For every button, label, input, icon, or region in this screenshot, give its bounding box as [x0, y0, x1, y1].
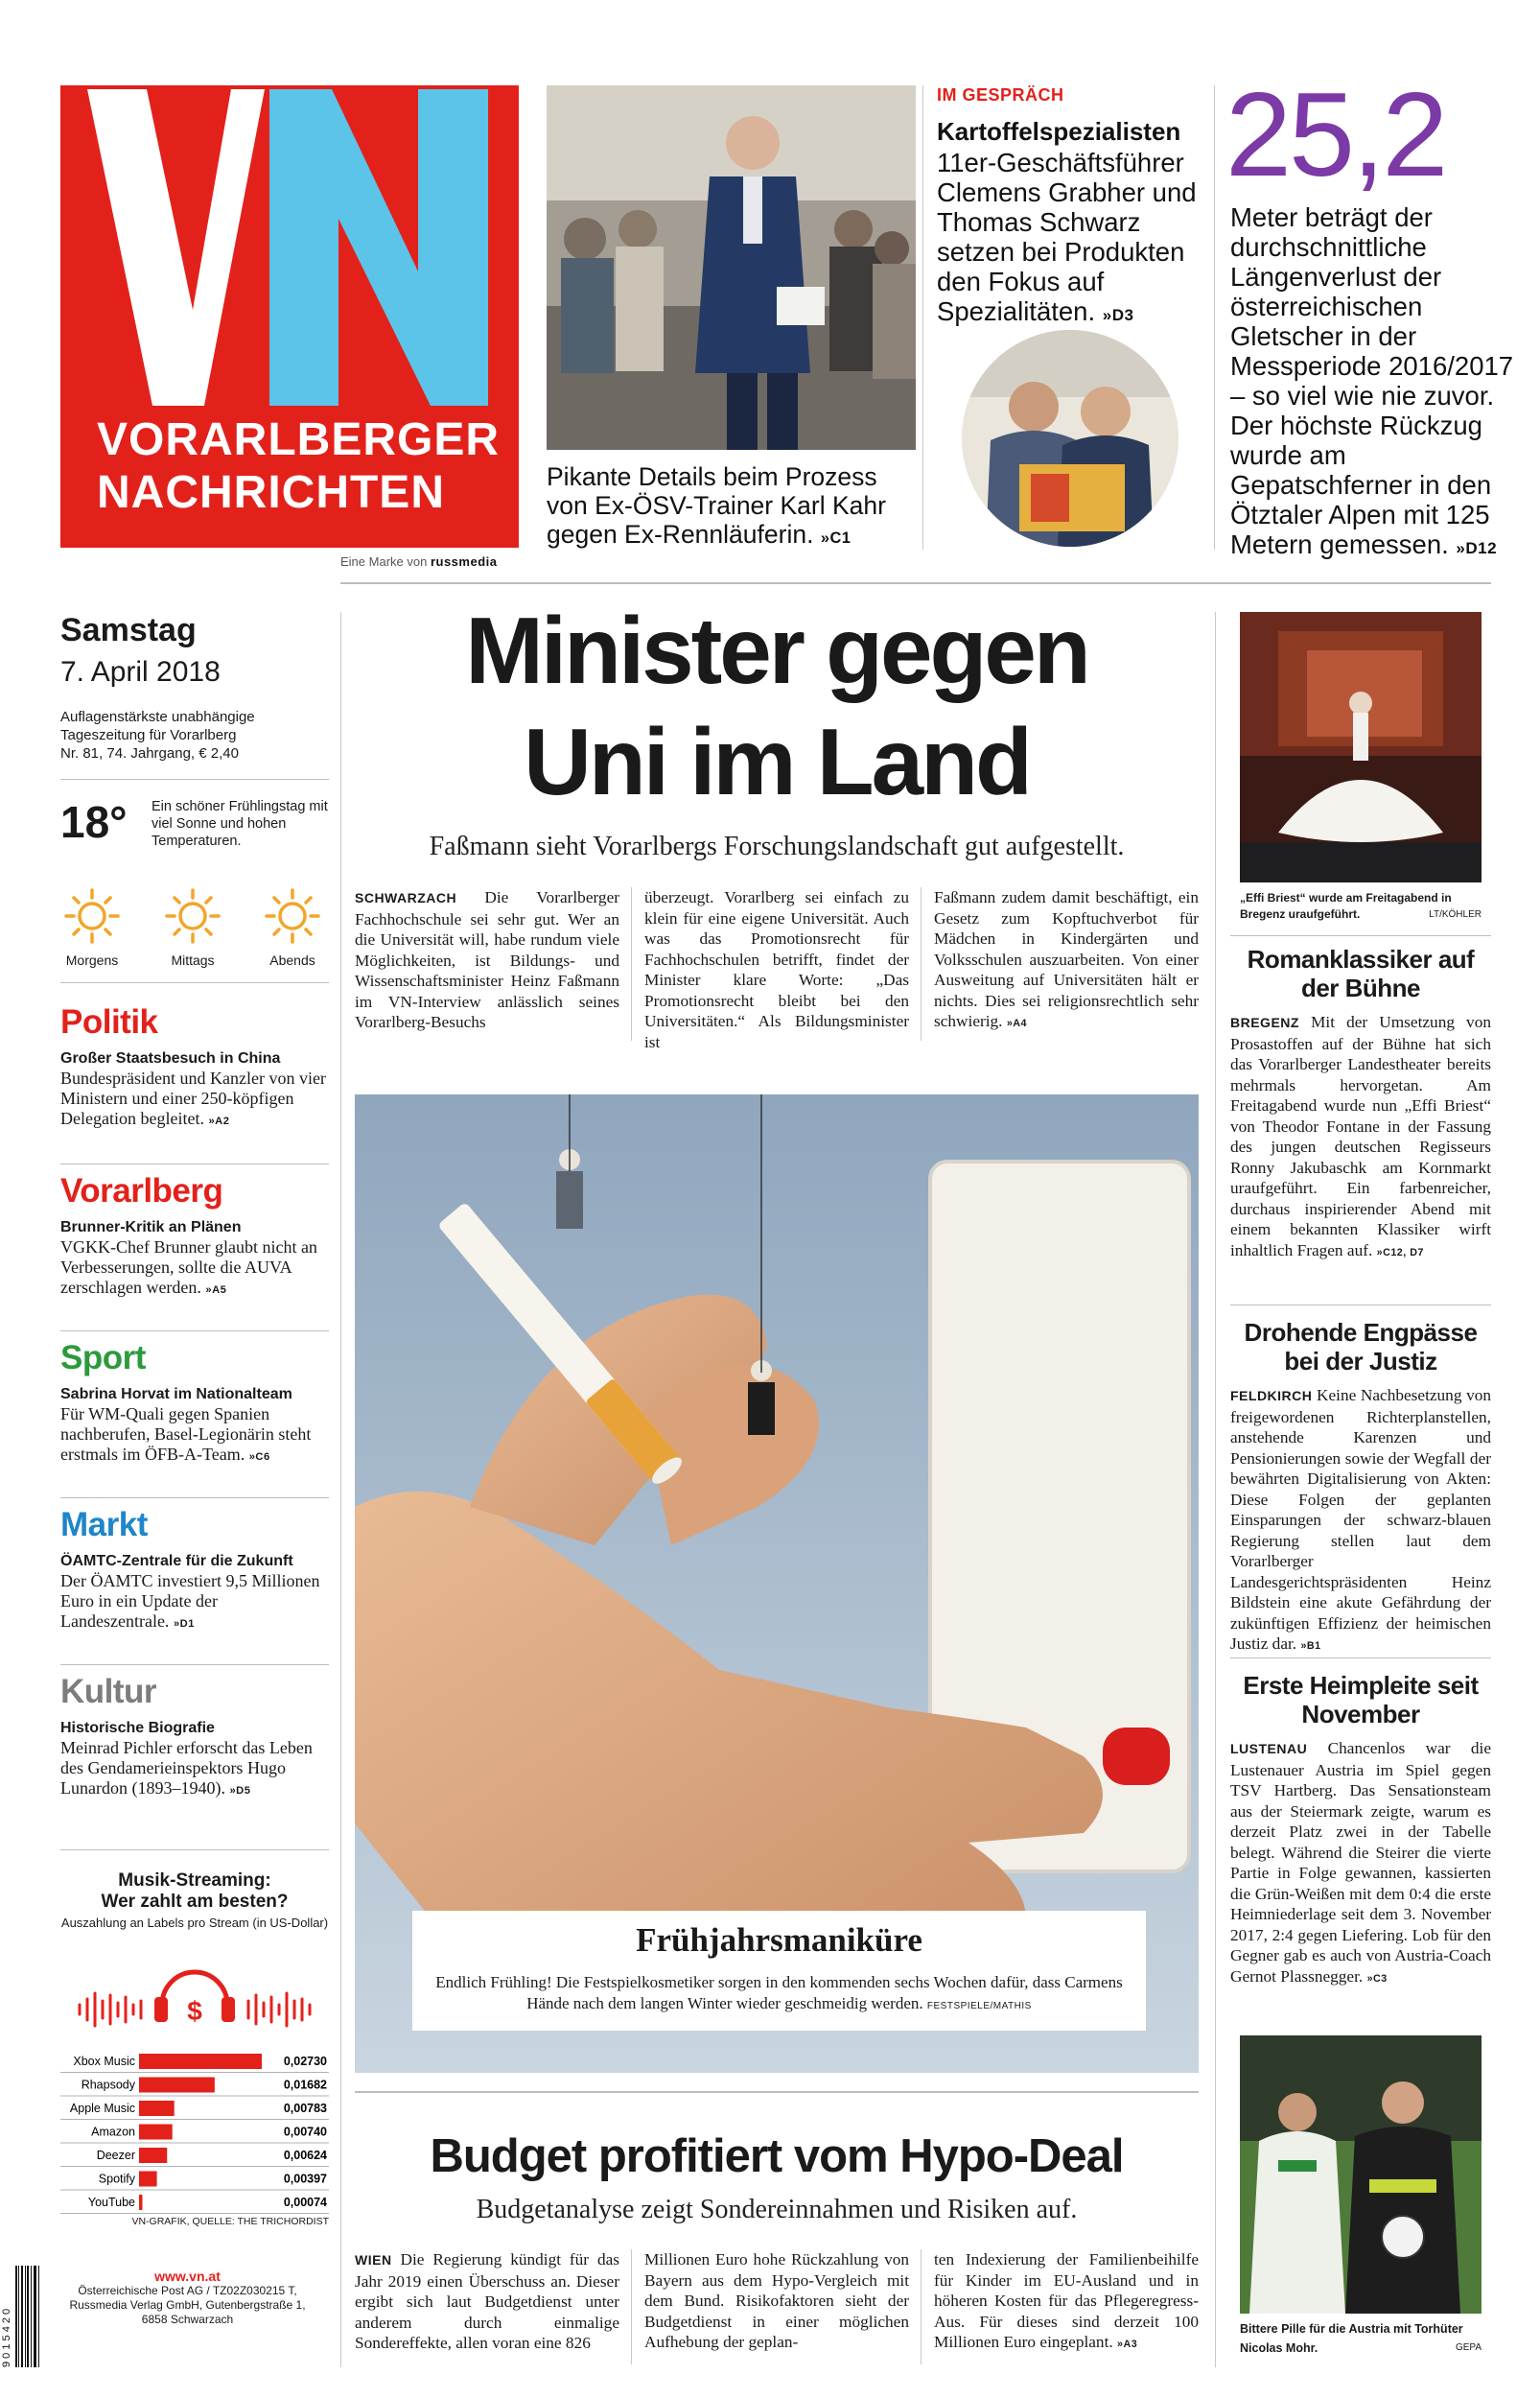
sun-icon [164, 887, 222, 945]
divider [340, 612, 341, 2367]
chart-bar [139, 2125, 173, 2140]
budget-column-3: ten Indexierung der Familienbeihilfe für Kinder im EU-Ausland und in höheren Kosten für das Pflegeregress-Aus. Für dieses sind derzeit 100 Millionen Euro eingeplant. »A3 [934, 2250, 1199, 2351]
section-kultur[interactable]: Kultur Historische Biografie Meinrad Pichler erforscht das Leben des Gendamerieinspektors Hugo Lunardon (1893–1940). »D5 [60, 1673, 313, 1798]
chart-value-label: 0,01682 [283, 2078, 327, 2092]
divider [1214, 85, 1215, 550]
edition-info: Auflagenstärkste unabhängige Tageszeitung für Vorarlberg Nr. 81, 74. Jahrgang, € 2,40 [60, 709, 255, 762]
sun-icon [63, 887, 121, 945]
barcode-icon [0, 2264, 42, 2369]
chart-bar [139, 2148, 167, 2163]
lead-column-2: überzeugt. Vorarlberg sei einfach zu klein für eine eigene Universität. Auch was das Promotionsrecht für Fachhochschulen betrifft, findet der Minister klare Worte: „Das Promotionsrecht bleibt bei den Universitäten.“ Als Bildungsminister ist [644, 888, 909, 1051]
budget-headline[interactable]: Budget profitiert vom Hypo-Deal [430, 2130, 1124, 2182]
chart-category-label: Xbox Music [73, 2055, 135, 2068]
issue-date: 7. April 2018 [60, 656, 221, 688]
story-romanklassiker[interactable]: Romanklassiker auf der Bühne BREGENZ Mit der Umsetzung von Prosastoffen auf der Bühne hat sich das Vorarlberger Landestheater bereits mehrmals hervorgetan. Am Freitagabend wurde nun „Effi Briest“ von Theodor Fontane in der Fassung des jungen deutschen Regisseurs Ronny Jakubaschk am Kornmarkt uraufgeführt. Ein farbenreicher, durchaus inspirierender Abend mit einem bekannten Klassiker wirft inhaltlich Fragen auf. »C12, D7 [1230, 945, 1491, 1259]
dollar-icon: $ [187, 1996, 202, 2026]
interview-photo[interactable] [962, 330, 1178, 547]
divider [631, 887, 632, 1041]
weather-morning: Morgens [54, 887, 130, 968]
sun-icon [264, 887, 321, 945]
masthead-rule [340, 582, 1491, 584]
divider [355, 2091, 1199, 2093]
photo-caption-text: Endlich Frühling! Die Festspielkosmetiker sorgen in den kommenden sechs Wochen dafür, dass Carmens Hände nach dem langen Winter wieder geschmeidig werden. FESTSPIELE/MATHIS [435, 1973, 1123, 2012]
music-streaming-chart [60, 1870, 329, 1930]
glacier-number: 25,2 [1225, 69, 1446, 201]
weather-evening: Abends [254, 887, 331, 968]
divider [60, 779, 329, 780]
section-markt[interactable]: Markt ÖAMTC-Zentrale für die Zukunft Der ÖAMTC investiert 9,5 Millionen Euro in ein Update der Landeszentrale. »D1 [60, 1506, 320, 1631]
lead-column-1: SCHWARZACH Die Vorarlberger Fachhochschule sei sehr gut. Wer an die Universität will, habe rundum viele Möglichkeiten, ist Bildungs- und Wissenschaftsminister Heinz Faßmann im VN-Interview anlässlich seines Vorarlberg-Besuchs [355, 888, 619, 1031]
story-justiz[interactable]: Drohende Engpässe bei der Justiz FELDKIRCH Keine Nachbesetzung von freigewordenen Richterplanstellen, anstehende Karenzen und Pensionierungen sowie der Wegfall der bewährten Digitalisierung von Akten: Diese Folgen der geplanten Einsparungen der schwarz-blauen Regierung stellen laut dem Vorarlberger Landesgerichtspräsidenten Heinz Bildstein eine akute Gefährdung der zukünftigen Effizienz der heimischen Justiz dar. »B1 [1230, 1318, 1491, 1653]
court-teaser[interactable]: Pikante Details beim Prozess von Ex-ÖSV-Trainer Karl Kahr gegen Ex-Rennläuferin. »C1 [547, 462, 886, 549]
chart-svg [60, 1936, 329, 2214]
divider [921, 887, 922, 1041]
divider [631, 2249, 632, 2364]
section-vorarlberg[interactable]: Vorarlberg Brunner-Kritik an Plänen VGKK-Chef Brunner glaubt nicht an Verbesserungen, sollte die AUVA zerschlagen werden. »A5 [60, 1172, 317, 1297]
football-photo[interactable] [1240, 2035, 1482, 2314]
divider [60, 1849, 329, 1850]
chart-title: Musik-Streaming: Wer zahlt am besten? [101, 1870, 289, 1912]
chart-value-label: 0,00740 [283, 2125, 327, 2139]
brand-name: VORARLBERGER NACHRICHTEN [97, 414, 501, 518]
divider [60, 982, 329, 983]
chart-bar [139, 2101, 175, 2116]
chart-credit: VN-GRAFIK, QUELLE: THE TRICHORDIST [131, 2216, 329, 2227]
issue-day: Samstag [60, 612, 197, 648]
interview-title[interactable]: Kartoffelspezialisten [937, 117, 1181, 146]
divider [60, 1497, 329, 1498]
vn-logo-mark [87, 89, 490, 406]
court-photo[interactable] [547, 85, 916, 450]
chart-bar [139, 2054, 262, 2069]
chart-bar [139, 2172, 157, 2187]
headphones-icon [80, 1972, 310, 2026]
weather-text: Ein schöner Frühlingstag mit viel Sonne und hohen Temperaturen. [152, 799, 328, 849]
lead-column-3: Faßmann zudem damit beschäftigt, ein Gesetz zum Kopftuchverbot für Mädchen in Kindergärten und Volksschulen auszuarbeiten. Von einer Ausweitung auf Universitäten hält er nichts. Dies sei religionsrechtlich sehr schwierig. »A4 [934, 888, 1199, 1030]
theatre-photo[interactable] [1240, 612, 1482, 882]
chart-category-label: Rhapsody [81, 2078, 135, 2092]
divider [1215, 612, 1216, 2367]
chart-value-label: 0,02730 [283, 2055, 327, 2068]
chart-value-label: 0,00074 [283, 2196, 327, 2209]
budget-subhead: Budgetanalyse zeigt Sondereinnahmen und Risiken auf. [476, 2195, 1078, 2224]
chart-category-label: Spotify [98, 2172, 135, 2186]
imprint: www.vn.at Österreichische Post AG / TZ02Z030215 T, Russmedia Verlag GmbH, Gutenbergstraße 1, 6858 Schwarzach [46, 2269, 329, 2327]
lead-subhead: Faßmann sieht Vorarlbergs Forschungslandschaft gut aufgestellt. [429, 832, 1125, 861]
divider [1230, 935, 1491, 936]
temperature: 18° [60, 797, 128, 847]
svg-text:9 0 1 5 4 2 0: 9 0 1 5 4 2 0 [1, 2308, 12, 2367]
chart-category-label: Apple Music [69, 2102, 135, 2115]
lead-headline[interactable]: Minister gegen Uni im Land [465, 598, 1088, 814]
chart-category-label: YouTube [87, 2196, 135, 2209]
divider [921, 2249, 922, 2364]
photo-caption-title: Frühjahrsmaniküre [636, 1921, 922, 1959]
chart-category-label: Deezer [96, 2149, 135, 2162]
chart-value-label: 0,00783 [283, 2102, 327, 2115]
website-link[interactable]: www.vn.at [154, 2269, 221, 2284]
vn-logo[interactable] [60, 85, 519, 548]
story-heimpleite[interactable]: Erste Heimpleite seit November LUSTENAU Chancenlos war die Lustenauer Austria im Spiel gegen TSV Hartberg. Das Sensationsteam aus der Steiermark zeigte, warum es derzeit Platz zwei in der Tabelle belegt. Während die Steirer die vierte Partie in Folge gewannen, kassierten die Grün-Weißen mit dem 0:4 die erste Heimniederlage seit dem 3. November 2017, 2:4 gegen Liefering. Lob für den Gegner gab es auch von Austria-Coach Gernot Plassnegger. »C3 [1230, 1671, 1491, 1986]
divider [60, 1664, 329, 1665]
chart-value-label: 0,00624 [283, 2149, 327, 2162]
publisher-tagline: Eine Marke von russmedia [340, 554, 498, 569]
chart-bar [139, 2078, 215, 2093]
divider [922, 85, 923, 550]
section-politik[interactable]: Politik Großer Staatsbesuch in China Bundespräsident und Kanzler von vier Ministern und einer 250-köpfigen Delegation begleitet. »A2 [60, 1003, 326, 1128]
divider [1230, 1657, 1491, 1658]
chart-value-label: 0,00397 [283, 2172, 327, 2186]
weather-noon: Mittags [154, 887, 231, 968]
chart-bar [139, 2195, 142, 2210]
chart-subtitle: Auszahlung an Labels pro Stream (in US-Dollar) [60, 1916, 329, 1930]
interview-teaser[interactable]: 11er-Geschäftsführer Clemens Grabher und Thomas Schwarz setzen bei Produkten den Fokus auf Spezialitäten. »D3 [937, 148, 1197, 326]
football-photo-caption: Bittere Pille für die Austria mit Torhüter Nicolas Mohr. GEPA [1240, 2322, 1482, 2355]
glacier-text[interactable]: Meter beträgt der durchschnittliche Längenverlust der österreichischen Gletscher in der Messperiode 2016/2017 – so viel wie nie zuvor. Der höchste Rückzug wurde am Gepatschferner in den Ötztaler Alpen mit 125 Metern gemessen. »D12 [1230, 202, 1514, 559]
interview-kicker: IM GESPRÄCH [937, 85, 1064, 105]
section-sport[interactable]: Sport Sabrina Horvat im Nationalteam Für WM-Quali gegen Spanien nachberufen, Basel-Legionärin steht erstmals im ÖFB-A-Team. »C6 [60, 1339, 312, 1464]
divider [60, 1330, 329, 1331]
budget-column-2: Millionen Euro hohe Rückzahlung von Bayern aus dem Hypo-Vergleich mit dem Bund. Risikofaktoren sieht der Budgetdienst in einer möglichen Aufhebung der geplan- [644, 2250, 909, 2351]
budget-column-1: WIEN Die Regierung kündigt für das Jahr 2019 einen Überschuss an. Dieser ergibt sich laut Budgetdienst unter anderem durch einmalige Sondereffekte, allen voran eine 826 [355, 2250, 619, 2352]
chart-category-label: Amazon [91, 2125, 135, 2139]
theatre-photo-caption: „Effi Briest“ wurde am Freitagabend in Bregenz uraufgeführt. LT/KÖHLER [1240, 891, 1482, 921]
